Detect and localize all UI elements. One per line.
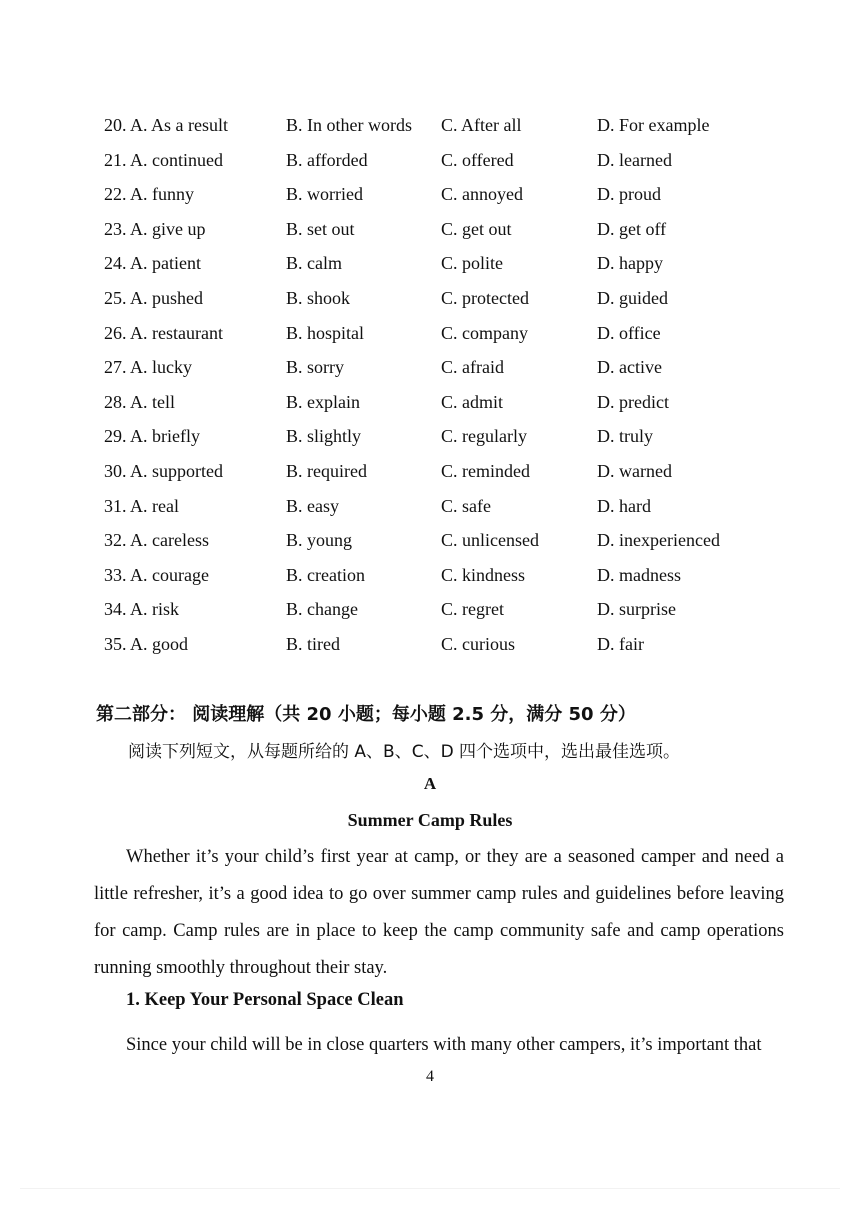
option-b: B. calm: [286, 253, 342, 274]
option-d: D. guided: [597, 287, 668, 308]
option-c: C. safe: [441, 495, 491, 516]
question-option-row: [0, 592, 860, 627]
question-option-row: [0, 350, 860, 385]
option-a: 24. A. patient: [104, 253, 201, 274]
option-b: B. In other words: [286, 115, 412, 135]
option-c: C. kindness: [441, 564, 526, 585]
passage-letter: A: [423, 774, 437, 793]
option-a: 35. A. good: [104, 633, 189, 654]
option-d: D. office: [597, 322, 661, 343]
option-a: 25. A. pushed: [104, 287, 203, 308]
option-d: D. For example: [597, 115, 710, 135]
option-c: C. admit: [441, 391, 503, 412]
option-c: C. regret: [441, 599, 504, 620]
question-option-row: [0, 108, 860, 143]
option-c: C. polite: [441, 253, 503, 274]
option-c: C. annoyed: [441, 184, 523, 205]
section-heading: 第二部分： 阅读理解（共 20 小题；每小题 2.5 分，满分 50 分）: [96, 704, 636, 725]
option-a: 32. A. careless: [104, 530, 209, 551]
option-d: D. learned: [597, 149, 672, 170]
question-option-row: [0, 489, 860, 524]
option-a: 22. A. funny: [104, 184, 194, 205]
option-a: 30. A. supported: [104, 460, 223, 481]
option-b: B. change: [286, 599, 358, 620]
question-option-row: [0, 143, 860, 178]
option-b: B. slightly: [286, 426, 362, 447]
option-a: 20. A. As a result: [104, 115, 228, 135]
question-option-row: [0, 212, 860, 247]
option-c: C. offered: [441, 149, 514, 170]
option-c: C. company: [441, 322, 528, 343]
option-c: C. protected: [441, 287, 529, 308]
option-a: 21. A. continued: [104, 149, 223, 170]
option-b: B. set out: [286, 218, 355, 239]
question-option-row: [0, 246, 860, 281]
option-b: B. creation: [286, 564, 365, 585]
option-a: 34. A. risk: [104, 599, 180, 620]
option-b: B. worried: [286, 184, 363, 205]
option-c: C. afraid: [441, 357, 504, 378]
scan-edge-divider: [20, 1188, 840, 1189]
option-b: B. required: [286, 460, 367, 481]
question-option-row: [0, 281, 860, 316]
question-option-row: [0, 316, 860, 351]
option-d: D. happy: [597, 253, 663, 274]
option-d: D. predict: [597, 391, 669, 412]
option-a: 23. A. give up: [104, 218, 206, 239]
option-d: D. active: [597, 357, 662, 378]
passage-subheading: 1. Keep Your Personal Space Clean: [126, 990, 404, 1010]
option-b: B. easy: [286, 495, 339, 516]
option-c: C. curious: [441, 633, 515, 654]
option-b: B. tired: [286, 633, 340, 654]
option-d: D. surprise: [597, 599, 676, 620]
option-d: D. fair: [597, 633, 644, 654]
option-d: D. get off: [597, 218, 667, 239]
option-d: D. madness: [597, 564, 681, 585]
passage-title: Summer Camp Rules: [347, 810, 513, 830]
option-d: D. warned: [597, 460, 672, 481]
question-option-row: [0, 558, 860, 593]
option-b: B. sorry: [286, 357, 344, 378]
option-d: D. proud: [597, 184, 661, 205]
option-d: D. truly: [597, 426, 653, 447]
option-b: B. hospital: [286, 322, 365, 343]
question-option-row: [0, 627, 860, 662]
passage-paragraph: Whether it’s your child’s first year at camp, or they are a seasoned camper and need a little refresher, it’s a good idea to go over summer camp rules and guidelines before leaving for camp. Camp rules are in place to keep the camp community safe and camp operations running smoothly throughout their stay.: [94, 847, 784, 978]
page-number: 4: [426, 1068, 434, 1085]
option-a: 33. A. courage: [104, 564, 209, 585]
option-c: C. get out: [441, 218, 512, 239]
question-option-row: [0, 419, 860, 454]
option-d: D. inexperienced: [597, 530, 720, 551]
option-b: B. shook: [286, 287, 351, 308]
option-a: 31. A. real: [104, 495, 179, 516]
option-c: C. reminded: [441, 460, 530, 481]
option-c: C. regularly: [441, 426, 527, 447]
option-b: B. explain: [286, 391, 360, 412]
question-option-row: [0, 177, 860, 212]
question-option-row: [0, 385, 860, 420]
section-instruction: 阅读下列短文，从每题所给的 A、B、C、D 四个选项中，选出最佳选项。: [128, 742, 681, 762]
option-a: 29. A. briefly: [104, 426, 200, 447]
option-a: 28. A. tell: [104, 391, 175, 412]
cloze-options-list: [0, 108, 860, 662]
option-b: B. young: [286, 530, 353, 551]
passage-paragraph: Since your child will be in close quarters with many other campers, it’s important that: [126, 1035, 762, 1055]
option-d: D. hard: [597, 495, 651, 516]
option-a: 27. A. lucky: [104, 357, 192, 378]
option-c: C. unlicensed: [441, 530, 539, 551]
option-a: 26. A. restaurant: [104, 322, 223, 343]
option-b: B. afforded: [286, 149, 368, 170]
option-c: C. After all: [441, 115, 522, 135]
question-option-row: [0, 454, 860, 489]
question-option-row: [0, 523, 860, 558]
